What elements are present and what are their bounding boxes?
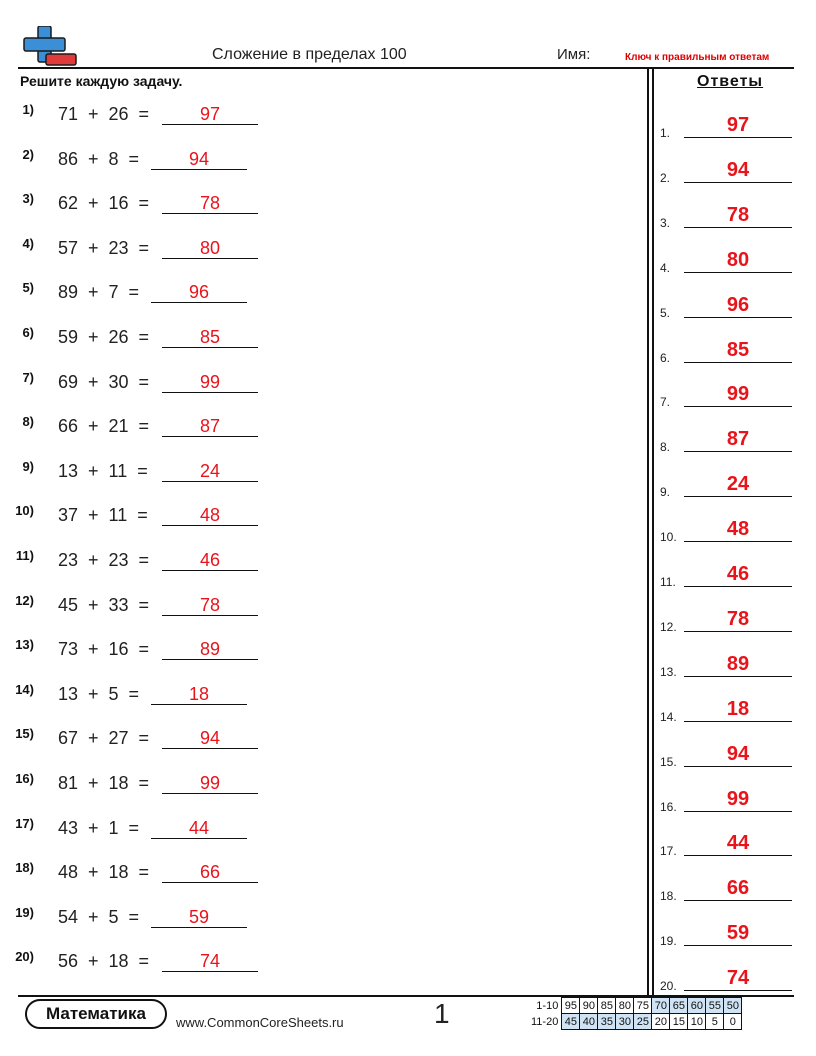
- score-cell: 65: [670, 998, 688, 1014]
- problem-row: [0, 236, 300, 264]
- answer-key-line: [684, 317, 792, 318]
- answer-key-value: 87: [726, 428, 750, 451]
- answer-key-line: [684, 990, 792, 991]
- answer-key-value: 94: [726, 158, 750, 181]
- column-divider: [647, 68, 649, 996]
- answer-key-number: 8.: [660, 440, 671, 455]
- answer-key-line: [684, 496, 792, 497]
- problem-expression: 69 + 30 =: [58, 371, 150, 392]
- problem-number: 14): [15, 681, 34, 697]
- answer-key-line: [684, 721, 792, 722]
- answer-key-number: 6.: [660, 350, 671, 365]
- problem-expression: 13 + 11 =: [58, 460, 148, 481]
- answer-key-row: [660, 698, 792, 728]
- answer-key-value: 44: [726, 832, 750, 855]
- problem-expression: 23 + 23 =: [58, 550, 150, 570]
- answer-key-row: [660, 339, 792, 369]
- problem-row: [0, 548, 300, 576]
- problem-number: 7): [22, 369, 34, 385]
- answer-key-number: 10.: [660, 530, 677, 545]
- answer-key-row: [660, 608, 792, 638]
- answer-key-row: [660, 563, 792, 593]
- problem-answer: 59: [188, 906, 210, 927]
- site-url[interactable]: www.CommonCoreSheets.ru: [176, 1015, 344, 1030]
- answer-key-value: 85: [726, 338, 750, 361]
- score-cell: 90: [580, 998, 598, 1014]
- problem-answer: 99: [199, 773, 221, 793]
- answer-key-number: 5.: [660, 305, 671, 320]
- score-cell: 40: [580, 1014, 598, 1030]
- answer-key-value: 66: [726, 877, 750, 900]
- answer-key-row: [660, 159, 792, 189]
- problem-answer: 24: [199, 460, 221, 481]
- problem-row: [0, 816, 300, 844]
- problem-number: 8): [22, 414, 34, 430]
- score-cell: 30: [616, 1014, 634, 1030]
- problem-expression: 81 + 18 =: [58, 773, 150, 793]
- answer-key-row: [660, 428, 792, 458]
- answer-key-line: [684, 406, 792, 407]
- answer-key-value: 74: [726, 967, 750, 990]
- answer-key-line: [684, 541, 792, 542]
- problem-number: 2): [22, 146, 34, 162]
- problem-answer: 48: [199, 505, 221, 526]
- answer-key-line: [684, 451, 792, 452]
- problem-answer: 96: [188, 282, 210, 303]
- problem-answer: 44: [188, 817, 210, 838]
- answer-key-row: [660, 832, 792, 862]
- problem-answer: 46: [199, 550, 221, 570]
- answer-key-number: 13.: [660, 664, 677, 679]
- answer-key-row: [660, 653, 792, 683]
- problem-number: 18): [15, 860, 34, 876]
- answer-key-row: [660, 518, 792, 548]
- answer-key-value: 78: [726, 203, 750, 226]
- score-cell: 35: [598, 1014, 616, 1030]
- problem-expression: 57 + 23 =: [58, 237, 150, 258]
- header-divider: [18, 67, 794, 69]
- problem-expression: 37 + 11 =: [58, 505, 148, 526]
- problem-answer: 94: [199, 728, 221, 749]
- answer-key-value: 96: [726, 293, 750, 316]
- problem-answer: 78: [199, 594, 221, 615]
- problem-number: 13): [15, 637, 34, 653]
- problem-expression: 62 + 16 =: [58, 193, 150, 214]
- problem-answer: 74: [199, 951, 221, 972]
- answer-key-value: 24: [726, 473, 750, 496]
- answer-key-row: [660, 743, 792, 773]
- answer-key-line: [684, 586, 792, 587]
- problem-number: 11): [15, 548, 34, 563]
- name-label: Имя:: [557, 46, 591, 63]
- problem-number: 4): [22, 235, 34, 251]
- problem-expression: 73 + 16 =: [58, 639, 150, 660]
- score-cell: 45: [562, 1014, 580, 1030]
- problem-expression: 13 + 5 =: [58, 683, 140, 704]
- problem-number: 15): [15, 726, 34, 742]
- score-row-label: 11-20: [531, 1015, 559, 1028]
- problem-number: 3): [22, 191, 34, 207]
- answer-key-number: 11.: [660, 575, 676, 589]
- answer-key-number: 1.: [660, 126, 671, 140]
- problem-row: [0, 860, 300, 888]
- problem-number: 10): [15, 503, 34, 519]
- answer-key-line: [684, 362, 792, 363]
- problem-expression: 48 + 18 =: [58, 862, 150, 883]
- problem-row: [0, 191, 300, 219]
- problem-expression: 43 + 1 =: [58, 817, 140, 838]
- score-row-label: 1-10: [536, 999, 559, 1012]
- answer-key-number: 18.: [660, 889, 677, 904]
- problem-row: [0, 280, 300, 308]
- problem-number: 16): [15, 771, 34, 786]
- score-cell: 55: [706, 998, 724, 1014]
- answer-key-line: [684, 182, 792, 183]
- answer-key-value: 48: [726, 518, 750, 541]
- problem-number: 12): [15, 592, 34, 608]
- problem-number: 19): [15, 904, 34, 920]
- answer-key-row: [660, 877, 792, 907]
- score-table: [530, 997, 742, 1030]
- answer-key-line: [684, 227, 792, 228]
- answer-key-line: [684, 272, 792, 273]
- worksheet-title: Сложение в пределах 100: [212, 46, 407, 63]
- problem-answer: 99: [199, 371, 221, 392]
- answer-key-line: [684, 676, 792, 677]
- problem-row: [0, 771, 300, 799]
- score-cell: 50: [724, 998, 742, 1014]
- problem-number: 5): [22, 280, 34, 296]
- problem-expression: 45 + 33 =: [58, 594, 150, 615]
- answer-key-number: 16.: [660, 799, 677, 814]
- problem-answer: 87: [199, 416, 221, 437]
- problem-row: [0, 459, 300, 487]
- answer-key-line: [684, 811, 792, 812]
- score-cell: 60: [688, 998, 706, 1014]
- answer-key-number: 17.: [660, 844, 677, 859]
- answer-key-row: [660, 788, 792, 818]
- problem-row: [0, 949, 300, 977]
- score-cell: 70: [652, 998, 670, 1014]
- score-cell: 5: [706, 1014, 724, 1030]
- plus-minus-logo-icon: [22, 26, 78, 68]
- score-cell: 15: [670, 1014, 688, 1030]
- answer-key-row: [660, 204, 792, 234]
- problem-expression: 89 + 7 =: [58, 282, 140, 303]
- answer-key-line: [684, 631, 792, 632]
- answer-key-number: 20.: [660, 979, 677, 994]
- answer-key-value: 18: [726, 697, 750, 720]
- answer-key-label: Ключ к правильным ответам: [625, 52, 770, 63]
- score-cell: 95: [562, 998, 580, 1014]
- page-number: 1: [434, 998, 450, 1029]
- score-cell: 20: [652, 1014, 670, 1030]
- answer-key-row: [660, 294, 792, 324]
- answer-key-value: 94: [726, 742, 750, 765]
- answer-key-number: 9.: [660, 485, 671, 500]
- answer-key-line: [684, 945, 792, 946]
- problem-answer: 85: [199, 327, 221, 347]
- answer-key-number: 3.: [660, 215, 671, 230]
- answer-key-value: 99: [726, 383, 750, 406]
- problem-expression: 56 + 18 =: [58, 951, 150, 972]
- answer-key-row: [660, 249, 792, 279]
- problem-answer: 18: [188, 683, 210, 704]
- problem-row: [0, 102, 300, 130]
- score-cell: 10: [688, 1014, 706, 1030]
- answer-key-value: 99: [726, 787, 750, 810]
- answer-key-line: [684, 900, 792, 901]
- problem-number: 1): [22, 102, 34, 117]
- answer-key-row: [660, 922, 792, 952]
- problem-answer: 97: [199, 104, 221, 124]
- problem-expression: 86 + 8 =: [58, 148, 140, 169]
- problem-row: [0, 503, 300, 531]
- problem-row: [0, 726, 300, 754]
- answer-key-row: [660, 473, 792, 503]
- problem-expression: 54 + 5 =: [58, 906, 140, 927]
- problem-row: [0, 325, 300, 353]
- problem-expression: 59 + 26 =: [58, 327, 150, 347]
- problem-number: 20): [15, 949, 34, 965]
- answer-key-line: [684, 855, 792, 856]
- problem-answer: 94: [188, 148, 210, 169]
- answers-title: Ответы: [697, 73, 764, 90]
- answer-key-row: [660, 967, 792, 997]
- score-row: [530, 1014, 742, 1030]
- problem-expression: 66 + 21 =: [58, 416, 150, 437]
- problem-row: [0, 637, 300, 665]
- answer-key-row: [660, 383, 792, 413]
- problem-expression: 71 + 26 =: [58, 104, 150, 124]
- answer-key-value: 89: [726, 652, 750, 675]
- answer-key-value: 97: [726, 114, 750, 136]
- problem-answer: 66: [199, 862, 221, 883]
- problem-answer: 80: [199, 237, 221, 258]
- answer-key-number: 4.: [660, 260, 671, 275]
- answer-key-row: [660, 114, 792, 144]
- answer-key-number: 12.: [660, 619, 677, 634]
- answer-key-number: 19.: [660, 934, 677, 949]
- problem-answer: 78: [199, 193, 221, 214]
- problem-row: [0, 414, 300, 442]
- score-cell: 0: [724, 1014, 742, 1030]
- answer-key-number: 15.: [660, 754, 677, 769]
- answer-key-number: 14.: [660, 709, 677, 724]
- answer-key-line: [684, 766, 792, 767]
- score-cell: 85: [598, 998, 616, 1014]
- problem-number: 17): [15, 815, 34, 831]
- problem-row: [0, 370, 300, 398]
- score-cell: 25: [634, 1014, 652, 1030]
- answer-key-value: 78: [726, 607, 750, 630]
- problem-answer: 89: [199, 639, 221, 660]
- answer-key-value: 80: [726, 248, 750, 271]
- problem-row: [0, 905, 300, 933]
- problem-number: 9): [22, 458, 34, 474]
- problem-number: 6): [22, 325, 34, 340]
- problem-row: [0, 682, 300, 710]
- problem-row: [0, 593, 300, 621]
- answer-key-number: 7.: [660, 395, 671, 410]
- score-cell: 75: [634, 998, 652, 1014]
- instructions: Решите каждую задачу.: [20, 73, 183, 89]
- brand-badge: Математика: [25, 999, 167, 1029]
- problem-row: [0, 147, 300, 175]
- problem-expression: 67 + 27 =: [58, 728, 150, 749]
- answer-key-value: 46: [726, 563, 750, 585]
- answer-key-value: 59: [726, 922, 750, 945]
- column-divider: [652, 68, 654, 996]
- score-row: [530, 998, 742, 1014]
- answer-key-number: 2.: [660, 170, 671, 185]
- answer-key-line: [684, 137, 792, 138]
- score-cell: 80: [616, 998, 634, 1014]
